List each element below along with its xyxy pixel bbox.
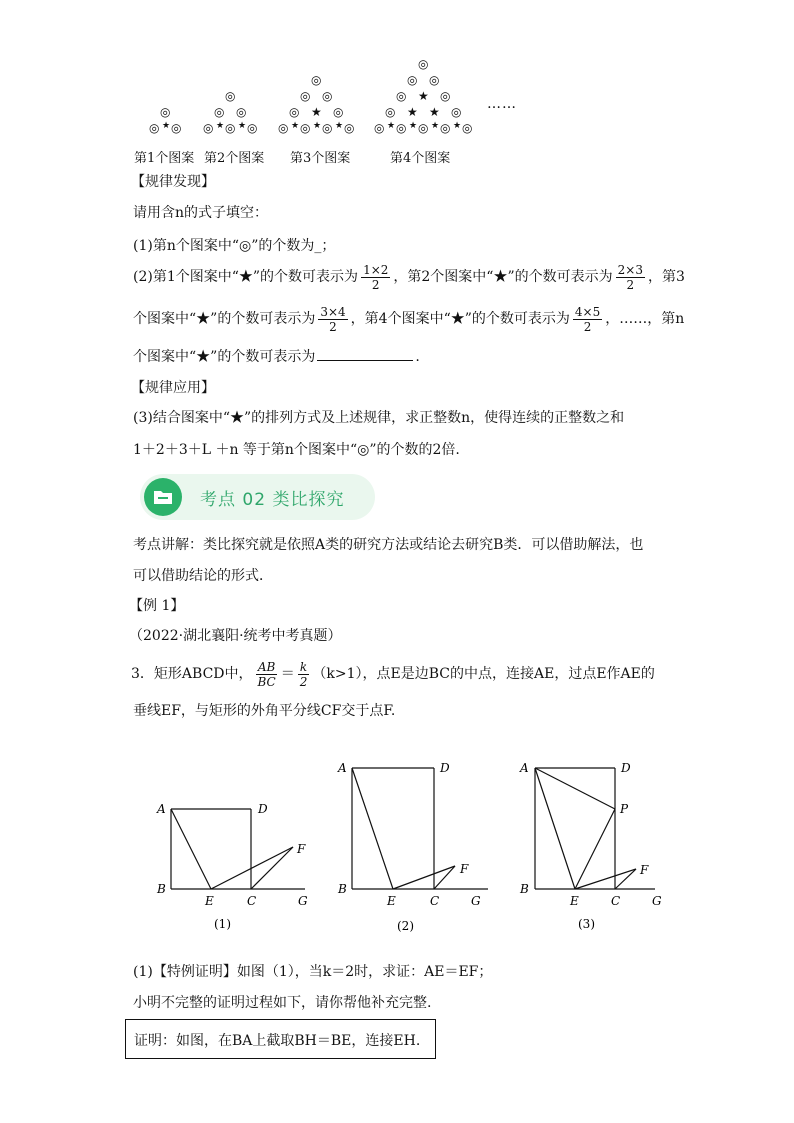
circle-mark: ◎ [322, 121, 333, 135]
circle-mark: ◎ [440, 121, 451, 135]
circle-mark: ◎ [385, 105, 396, 119]
fig1-label-f: F [297, 842, 306, 856]
fig2-line-ef [393, 866, 455, 889]
star-mark: ★ [291, 121, 300, 131]
topic-badge-text: 考点 02 类比探究 [200, 490, 345, 510]
circle-mark: ◎ [149, 121, 160, 135]
star-mark: ★ [311, 105, 322, 119]
pattern-label-3: 第3个图案 [290, 151, 351, 166]
explanation-line1: 考点讲解：类比探究就是依照A类的研究方法或结论去研究B类．可以借助解法，也 [133, 537, 644, 553]
circle-mark: ◎ [418, 57, 429, 71]
fig2-label-a: A [338, 761, 347, 775]
circle-mark: ◎ [418, 121, 429, 135]
circle-mark: ◎ [344, 121, 355, 135]
star-mark: ★ [431, 121, 440, 131]
star-mark: ★ [313, 121, 322, 131]
fig2-label-d: D [440, 761, 450, 775]
q2-text-c: ，第3 [647, 269, 685, 285]
fig3-label-c: C [611, 894, 621, 908]
section-intro: 请用含n的式子填空： [133, 205, 269, 221]
circle-mark: ◎ [203, 121, 214, 135]
fraction-k-2: $\frac{k}{2}$ [299, 659, 308, 689]
section-heading-apply: 【规律应用】 [131, 380, 215, 396]
fig3-label-b: B [520, 882, 529, 896]
fig1-label-e: E [205, 894, 214, 908]
star-mark: ★ [335, 121, 344, 131]
circle-mark: ◎ [451, 105, 462, 119]
fig1-caption: (1) [214, 917, 231, 931]
circle-mark: ◎ [236, 105, 247, 119]
circle-mark: ◎ [396, 89, 407, 103]
star-mark: ★ [216, 121, 225, 131]
fig1-line-ae [171, 809, 211, 889]
fraction-1x2: $\frac{1\times 2}{2}$ [363, 262, 389, 292]
star-mark: ★ [162, 121, 171, 131]
fig3-label-f: F [640, 863, 649, 877]
answer-blank [317, 346, 413, 361]
circle-mark: ◎ [289, 105, 300, 119]
question-2-line1 [133, 262, 685, 292]
circle-mark: ◎ [396, 121, 407, 135]
q2-text-g: 个图案中“★”的个数可表示为 [133, 349, 316, 365]
fig3-label-d: D [621, 761, 631, 775]
fig3-label-p: P [620, 802, 629, 816]
circle-mark: ◎ [300, 89, 311, 103]
pattern-label-4: 第4个图案 [390, 151, 451, 166]
circle-mark: ◎ [322, 89, 333, 103]
circle-mark: ◎ [225, 89, 236, 103]
part1-line1: (1)【特例证明】如图（1），当k＝2时，求证：AE＝EF； [133, 964, 493, 980]
star-mark: ★ [238, 121, 247, 131]
question-3-line2: 1＋2＋3＋L ＋n 等于第n个图案中“◎”的个数的2倍. [133, 442, 460, 458]
star-mark: ★ [387, 121, 396, 131]
fig2-label-f: F [460, 862, 469, 876]
circle-mark: ◎ [278, 121, 289, 135]
section-heading-discover: 【规律发现】 [131, 174, 215, 190]
circle-mark: ◎ [407, 73, 418, 87]
fig1-line-cf [251, 847, 293, 889]
geometry-figures [0, 740, 794, 940]
circle-mark: ◎ [171, 121, 182, 135]
equals-sign: ＝ [280, 666, 295, 682]
fig3-caption: (3) [578, 917, 595, 931]
fig3-line-ae [535, 768, 575, 889]
circle-mark: ◎ [333, 105, 344, 119]
star-mark: ★ [418, 89, 429, 103]
example-question-line2: 垂线EF，与矩形的外角平分线CF交于点F. [133, 703, 396, 719]
fraction-4x5: $\frac{4\times 5}{2}$ [574, 304, 601, 334]
circle-mark: ◎ [247, 121, 258, 135]
question-1: (1)第n个图案中“◎”的个数为_； [133, 238, 336, 254]
fig1-label-b: B [157, 882, 166, 896]
folder-icon [144, 478, 182, 516]
fig1-label-c: C [247, 894, 257, 908]
fraction-2x3: $\frac{2\times 3}{2}$ [617, 262, 643, 292]
circle-mark: ◎ [440, 89, 451, 103]
circle-mark: ◎ [374, 121, 385, 135]
example-source: （2022·湖北襄阳·统考中考真题） [129, 628, 342, 644]
question-2-line2 [133, 304, 684, 334]
fig2-caption: (2) [397, 919, 414, 933]
fig2-line-ae [352, 768, 393, 889]
q2-text-a: (2)第1个图案中“★”的个数可表示为 [133, 269, 359, 285]
q2-text-b: ，第2个图案中“★”的个数可表示为 [393, 269, 613, 285]
proof-text: 证明：如图，在BA上截取BH＝BE，连接EH. [134, 1033, 421, 1049]
fraction-3x4: $\frac{3\times 4}{2}$ [320, 304, 346, 334]
fig3-label-g: G [652, 894, 662, 908]
fraction-ab-bc: $\frac{AB}{BC}$ [257, 659, 276, 689]
pattern-ellipsis: …… [487, 96, 517, 112]
q2-text-e: ，第4个图案中“★”的个数可表示为 [350, 311, 570, 327]
proof-box [125, 1019, 436, 1059]
circle-mark: ◎ [429, 73, 440, 87]
fig1-label-g: G [298, 894, 308, 908]
star-mark: ★ [453, 121, 462, 131]
circle-mark: ◎ [311, 73, 322, 87]
fig2-label-g: G [471, 894, 481, 908]
fig1-line-ef [211, 847, 293, 889]
question-2-line3 [133, 346, 420, 367]
fig3-line-ep [575, 809, 615, 889]
fig2-label-b: B [338, 882, 347, 896]
example-text-a: 3．矩形ABCD中， [131, 666, 253, 682]
fig2-label-c: C [430, 894, 440, 908]
explanation-line2: 可以借助结论的形式． [133, 568, 273, 584]
fig3-label-a: A [520, 761, 529, 775]
topic-badge [140, 474, 375, 520]
part1-line2: 小明不完整的证明过程如下，请你帮他补充完整. [133, 995, 432, 1011]
star-mark: ★ [407, 105, 418, 119]
circle-mark: ◎ [300, 121, 311, 135]
example-heading: 【例 1】 [129, 598, 185, 614]
pattern-label-1: 第1个图案 [134, 151, 195, 166]
q2-text-h: . [415, 349, 420, 365]
circle-mark: ◎ [225, 121, 236, 135]
circle-mark: ◎ [160, 105, 171, 119]
star-mark: ★ [429, 105, 440, 119]
star-mark: ★ [409, 121, 418, 131]
pattern-label-2: 第2个图案 [204, 151, 265, 166]
question-3-line1: (3)结合图案中“★”的排列方式及上述规律，求正整数n，使得连续的正整数之和 [133, 410, 625, 426]
example-question-line1 [131, 657, 655, 691]
fig1-label-a: A [157, 802, 166, 816]
circle-mark: ◎ [462, 121, 473, 135]
fig2-label-e: E [387, 894, 396, 908]
example-text-b: （k>1），点E是边BC的中点，连接AE，过点E作AE的 [312, 666, 655, 682]
circle-mark: ◎ [214, 105, 225, 119]
fig3-label-e: E [570, 894, 579, 908]
q2-text-f: ，……，第n [605, 311, 685, 327]
fig1-label-d: D [258, 802, 268, 816]
q2-text-d: 个图案中“★”的个数可表示为 [133, 311, 316, 327]
